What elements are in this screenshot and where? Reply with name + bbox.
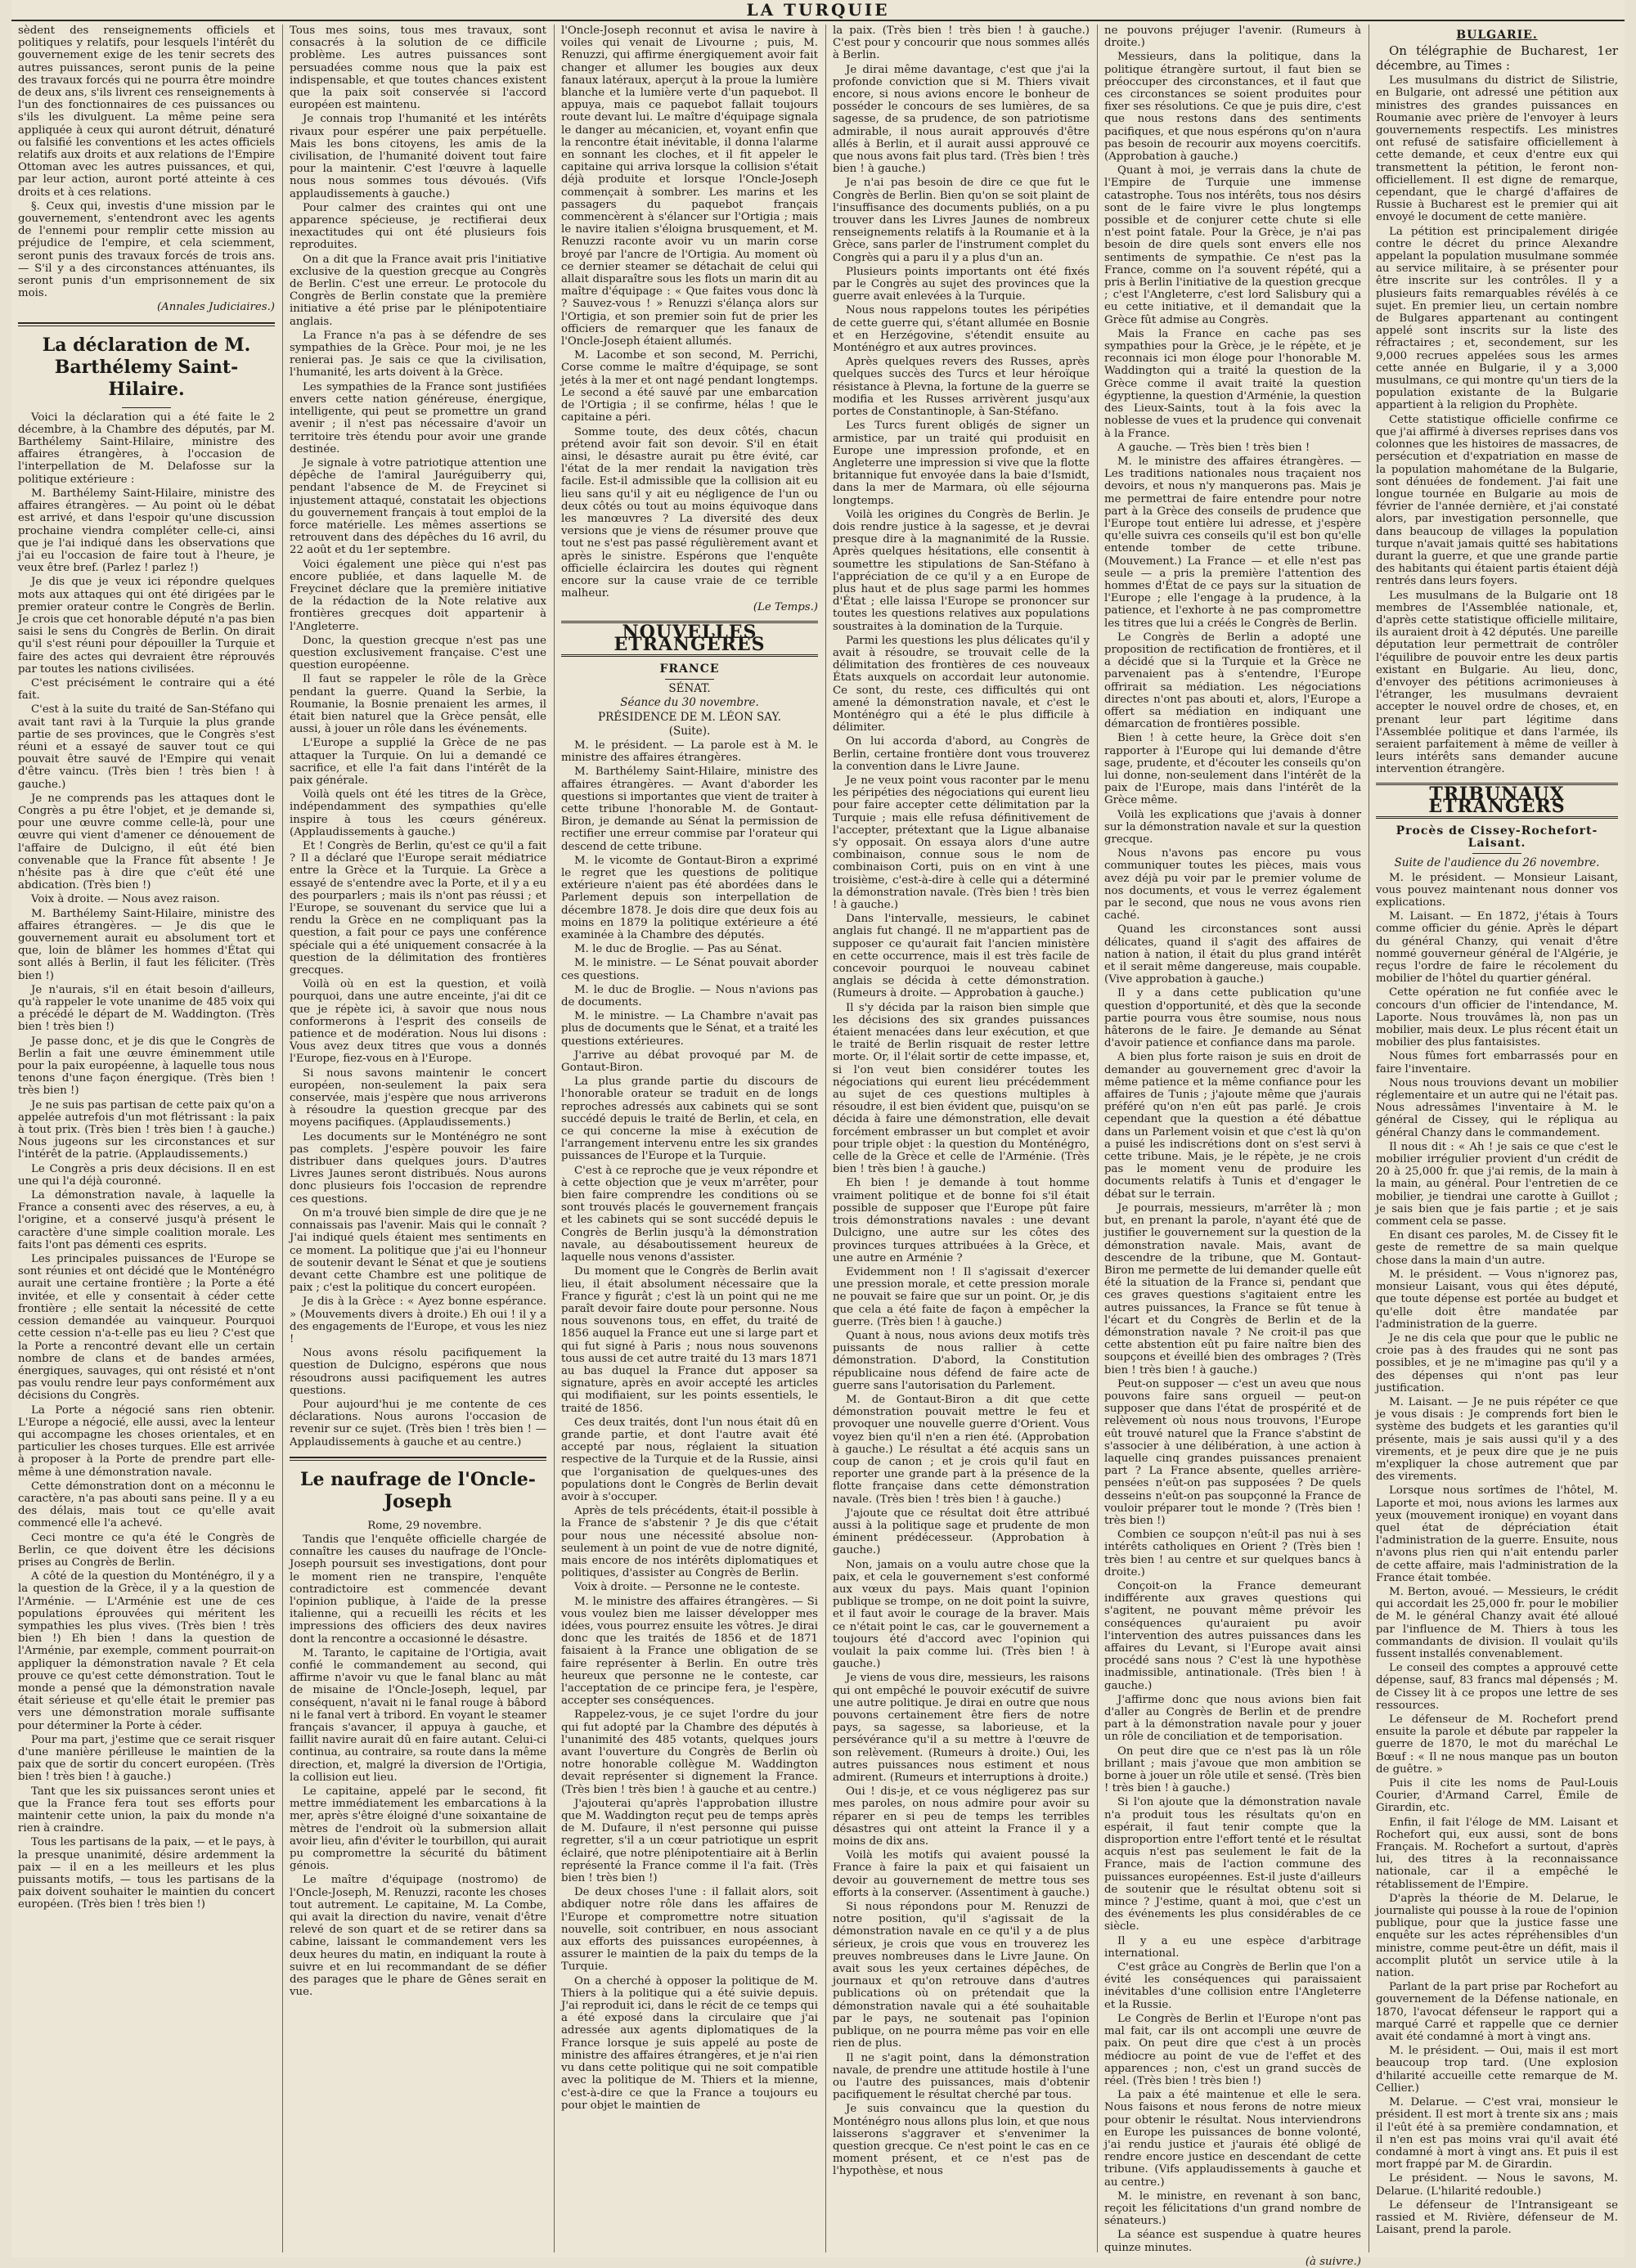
article-paragraph: Il ne s'agit point, dans la démonstration navale, de prendre une attitude hostile à l'une ou l'autre des puissances, mais d'obtenir pacifiquement le résultat cherché par tous. [833,2051,1090,2102]
article-paragraph: Cette opération ne fut confiée avec le concours d'un officier de l'intendance, M. Laporte. Nous trouvâmes là, non pas un mobilier, mais deux. Le plus récent était un mobilier des plus fantaisistes. [1376,986,1618,1049]
article-paragraph: C'est précisément le contraire qui a été fait. [18,676,275,703]
article-paragraph: M. le ministre. — Le Sénat pouvait aborder ces questions. [561,957,818,982]
article-paragraph: M. Barthélemy Saint-Hilaire, ministre des affaires étrangères. — Je dis que le gouvernement aurait eu absolument tort et que, loin de blâmer les hommes d'État qui sont allés à Berlin, il faut les féliciter. (Très bien !) [18,907,275,982]
article-paragraph: Enfin, il fait l'éloge de MM. Laisant et Rochefort qui, eux aussi, sont de bons Français. M. Rochefort a surtout, d'après lui, des titres à la reconnaissance nationale, car il a empêché le rétablissement de l'Empire. [1376,1816,1618,1891]
title-rule [122,407,171,408]
article-paragraph: Je dis que je veux ici répondre quelques mots aux attaques qui ont été dirigées par le premier orateur contre le Congrès de Berlin. Je crois que cet honorable député n'a pas bien saisi le sens du Congrès de Berlin. On dirait qu'il s'est réuni pour dépouiller la Turquie et faire des actes qui devraient être réprouvés par toutes les nations civilisées. [18,576,275,676]
article-paragraph: Cette démonstration dont on a méconnu le caractère, n'a pas abouti sans peine. Il y a eu des délais, mais tout ce qu'elle avait commencé elle l'a achevé. [18,1480,275,1530]
article-paragraph: La France n'a pas à se défendre de ses sympathies de la Grèce. Pour moi, je ne les renierai pas. Je sais ce que la civilisation, l'humanité, les arts doivent à la Grèce. [290,329,546,379]
article-paragraph: l'Oncle-Joseph reconnut et avisa le navire à voiles qui venait de Livourne ; puis, M. Renuzzi, qui affirme énergiquement avoir fait changer et allumer les bougies aux deux fanaux latéraux, aperçut à la proue la lumière blanche et la lumière verte d'un paquebot. Il appuya, mais ce paquebot fallait toujours route devant lui. Le maître d'équipage signala le danger au mécanicien, et, voyant enfin que la rencontre était inévitable, il donna l'alarme en sonnant les cloches, et il fit appeler le capitaine qui arriva lorsque la collision s'était déjà produite et lorsque l'Oncle-Joseph commençait à sombrer. Les marins et les passagers du paquebot français commencèrent à s'élancer sur l'Ortigia ; mais le navire italien s'éloigna brusquement, et M. Renuzzi raconte avoir vu un marin corse broyé par l'ancre de l'Ortigia. Au moment où ce dernier steamer se détachait de celui qui allait disparaître sous les flots un marin dit au maître d'équipage : « Que faites vous donc là ? Sauvez-vous ! » Renuzzi s'élança alors sur l'Ortigia, et son premier soin fut de prier les officiers de remarquer que les fanaux de l'Oncle-Joseph étaient allumés. [561,25,818,348]
article-paragraph: Plusieurs points importants ont été fixés par le Congrès au sujet des provinces que la guerre avait enlevées à la Turquie. [833,265,1090,303]
article-paragraph: Voilà quels ont été les titres de la Grèce, indépendamment des sympathies qu'elle inspire à tous les cœurs généreux. (Applaudissements à gauche.) [290,788,546,838]
article-paragraph: Dans l'intervalle, messieurs, le cabinet anglais fut changé. Il ne m'appartient pas de supposer ce qu'aurait fait l'ancien ministère en cette occurrence, mais il est très facile de concevoir pourquoi le nouveau cabinet anglais se décida à cette démonstration. (Rumeurs à droite. — Approbation à gauche.) [833,913,1090,1000]
article-paragraph: Peut-on supposer — c'est un aveu que nous pouvons faire sans orgueil — peut-on supposer que dans l'état de prospérité et de relèvement où nous nous trouvons, l'Europe eût trouvé naturel que la France s'abstint de s'associer à une délibération, à une action à laquelle cinq grandes puissances prenaient part ? La France absente, quelles arrière-pensées n'eût-on pas supposées ? De quels desseins n'eût-on pas soupçonné la France de vouloir préparer tout le monde ? (Très bien ! très bien !) [1104,1377,1361,1527]
article-paragraph: C'est à ce reproche que je veux répondre et à cette objection que je veux m'arrêter, pour bien faire comprendre les conditions où se sont trouvés placés le gouvernement français et les cabinets qui se sont succédé depuis le Congrès de Berlin jusqu'à la démonstration navale, au désaboutissement heureux de laquelle nous venons d'assister. [561,1164,818,1264]
article-paragraph: J'affirme donc que nous avions bien fait d'aller au Congrès de Berlin et de prendre part à la démonstration navale pour y jouer un rôle de conciliation et de temporisation. [1104,1693,1361,1744]
article-paragraph: M. Lacombe et son second, M. Perrichi, Corse comme le maître d'équipage, se sont jetés à la mer et ont nagé pendant longtemps. Le second a été sauvé par une embarcation de l'Ortigia ; il se confirme, hélas ! que le capitaine a péri. [561,349,818,424]
article-paragraph: Le président. — Nous le savons, M. Delarue. (L'hilarité redouble.) [1376,2172,1618,2198]
article-paragraph: On lui accorda d'abord, au Congrès de Berlin, certaine frontière dont vous trouverez la convention dans le Livre Jaune. [833,735,1090,773]
article-paragraph: Après quelques revers des Russes, après quelques succès des Turcs et leur héroïque résistance à Plevna, la fortune de la guerre se modifia et les Russes arrivèrent jusqu'aux portes de Constantinople, à San-Stéfano. [833,356,1090,419]
article-paragraph: Les documents sur le Monténégro ne sont pas complets. J'espère pouvoir les faire distribuer dans quelques jours. D'autres Livres Jaunes seront distribués. Nous aurons donc plusieurs fois l'occasion de reprendre ces questions. [290,1130,546,1206]
article-paragraph: Quant à nous, nous avions deux motifs très puissants de nous rallier à cette démonstration. D'abord, la Constitution républicaine nous défend de faire acte de guerre sans l'autorisation du Parlement. [833,1329,1090,1392]
column-1 [18,25,275,2252]
article-paragraph: On peut dire que ce n'est pas là un rôle brillant ; mais j'avoue que mon ambition se borne à jouer un rôle utile et sensé. (Très bien ! très bien ! à gauche.) [1104,1745,1361,1795]
article-paragraph: La séance est suspendue à quatre heures quinze minutes. [1104,2229,1361,2254]
article-paragraph: Non, jamais on a voulu autre chose que la paix, et cela le gouvernement s'est conformé aux vœux du pays. Mais quant l'opinion publique se trompe, on ne doit point la suivre, et il faut avoir le courage de la braver. Mais ce n'était point le cas, car le gouvernement a toujours été d'accord avec l'opinion qui voulait la paix comme lui. (Très bien ! à gauche.) [833,1558,1090,1671]
article-source: (Le Temps.) [753,601,818,614]
article-paragraph: De deux choses l'une : il fallait alors, soit abdiquer notre rôle dans les affaires de l'Europe et compromettre notre situation nouvelle, soit contribuer, en nous associant aux efforts des puissances européennes, à assurer le maintien de la paix du temps de la Turquie. [561,1886,818,1974]
article-paragraph: M. le duc de Broglie. — Pas au Sénat. [574,943,782,956]
article-paragraph: Je pourrais, messieurs, m'arrêter là ; mon but, en prenant la parole, n'ayant été que de justifier le gouvernement sur la question de la démonstration navale. Mais, avant de descendre de la tribune, que M. Gontaut-Biron me permette de lui demander quelle eût été la situation de la France si, pendant que ces graves questions s'agitaient entre les autres puissances, la France se fût tenue à l'écart et du Congrès de Berlin et de la démonstration navale ? Ne croit-il pas que cette abstention eût pu faire naître bien des soupçons et éveillé bien des ombrages ? (Très bien ! très bien ! à gauche.) [1104,1201,1361,1377]
column-4 [833,25,1090,2252]
article-paragraph: A côté de la question du Monténégro, il y a la question de la Grèce, il y a la question de l'Arménie. — L'Arménie est une de ces populations éprouvées qui méritent les sympathies les plus vives. (Très bien ! très bien !) Eh bien ! dans la question de l'Arménie, par exemple, comment pourrait-on appliquer la démonstration navale ? Et cela prouve ce qu'est cette démonstration. Tout le monde a pensé que la démonstration navale était sérieuse et qu'elle était le premier pas vers une démonstration morale suffisante pour déterminer la Porte à céder. [18,1570,275,1732]
section-heading-text: BULGARIE. [1456,29,1538,42]
article-paragraph: Si nous répondons pour M. Renuzzi de notre position, qu'il s'agissait de la démonstration navale en ce qu'il y a de plus sérieux, je crois que vous en trouverez les preuves nombreuses dans le Livre Jaune. On avait sous les yeux certaines dépêches, de journaux et qu'on retrouve dans d'autres publications où on prétendait que la démonstration navale qui a été souhaitable par le pays, ne soutenait pas l'opinion publique, on ne pourra même pas voir en elle rien de plus. [833,1901,1090,2050]
article-paragraph: Mais la France en cache pas ses sympathies pour la Grèce, je le répète, et je reconnais ici mon éloge pour l'honorable M. Waddington qui a traité la question de la Grèce comme il avait traité la question égyptienne, la question d'Arménie, la question des Lieux-Saints, tout à la fois avec la noblesse de vues et la prudence qui convenait à la France. [1104,327,1361,440]
heading-rule [1472,853,1521,854]
article-paragraph: M. le ministre, en revenant à son banc, reçoit les félicitations d'un grand nombre de sénateurs.) [1104,2189,1361,2228]
article-paragraph: Les musulmans de la Bulgarie ont 18 membres de l'Assemblée nationale, et, d'après cette statistique officielle militaire, ils auraient droit à 42 députés. Une pareille députation leur permettrait de contrôler l'équilibre de pouvoir entre les deux partis existant en Bulgarie. Au lieu, donc, d'envoyer des pétitions acrimonieuses à l'étranger, les musulmans devraient accepter le nouvel ordre de choses, et, en prenant leur part légitime dans l'Assemblée politique et dans l'armée, ils seraient parfaitement à même de veiller à leurs intérêts sans demander aucune intervention étrangère. [1376,589,1618,776]
article-paragraph: Si l'on ajoute que la démonstration navale n'a produit tous les résultats qu'on en espérait, il faut tenir compte que la disproportion entre l'effort tenté et le résultat acquis n'est pas seulement le fait de la France, mais de l'action commune des puissances européennes. Est-il juste d'ailleurs de soutenir que le résultat obtenu soit si mince ? J'estime, quant à moi, que c'est un des événements les plus considérables de ce siècle. [1104,1796,1361,1933]
column-rule [554,25,555,2252]
columns-area [18,25,1618,2268]
article-source: (à suivre.) [1305,2255,1361,2268]
article-paragraph: M. Laisant. — En 1872, j'étais à Tours comme officier du génie. Après le départ du général Chanzy, qui venait d'être nommé gouverneur général de l'Algérie, je reçus l'ordre de faire le récolement du mobilier de l'hôtel du quartier général. [1376,910,1618,986]
article-paragraph: L'Europe a supplié la Grèce de ne pas attaquer la Turquie. On lui a demandé ce sacrifice, et elle l'a fait dans l'intérêt de la paix générale. [290,737,546,787]
dateline: Rome, 29 novembre. [367,1519,482,1532]
article-paragraph: Les Turcs furent obligés de signer un armistice, par un traité qui produisit en Europe une impression profonde, et en Angleterre une impression si vive que la flotte britannique fut envoyée dans la baie d'Ismidt, dans la mer de Marmara, où elle séjourna longtemps. [833,420,1090,507]
article-paragraph: Il y a dans cette publication qu'une question d'opportunité, et dès que la seconde partie pourra vous être soumise, nous nous hâterons de le faire. Je demande au Sénat d'avoir patience et confiance dans ma parole. [1104,987,1361,1050]
section-heading-box: NOUVELLES ETRANGÈRES [561,621,818,657]
article-paragraph: Voilà les origines du Congrès de Berlin. Je dois rendre justice à la sagesse, et je devrai presque dire à la magnanimité de la Russie. Après quelques hésitations, elle consentit à soumettre les stipulations de San-Stéfano à l'appréciation de ce qu'il y a en Europe de plus haut et de plus sage parmi les hommes d'État ; elle laissa l'Europe se prononcer sur toutes les questions relatives aux populations soustraites à la domination de la Turquie. [833,508,1090,633]
article-paragraph: M. le président. — Oui, mais il est mort beaucoup trop tard. (Une explosion d'hilarité accueille cette remarque de M. Cellier.) [1376,2045,1618,2095]
article-paragraph: Le capitaine, appelé par le second, fit mettre immédiatement les embarcations à la mer, après s'être éloigné d'une soixantaine de mètres de l'endroit où la submersion allait avoir lieu, afin d'éviter le tourbillon, qui aurait pu compromettre la sécurité du bâtiment génois. [290,1785,546,1873]
article-paragraph: Ces deux traités, dont l'un nous était dû en grande partie, et dont l'autre avait été accepté par nous, réglaient la situation respective de la Turquie et de la Russie, ainsi que l'organisation de quelques-unes des populations dont le Congrès de Berlin devait avoir à s'occuper. [561,1416,818,1503]
masthead-title: LA TURQUIE [11,0,1625,21]
column-rule [282,25,283,2252]
article-paragraph: Ceci montre ce qu'a été le Congrès de Berlin, ce que doivent être les décisions prises au Congrès de Berlin. [18,1531,275,1569]
article-paragraph: M. le ministre des affaires étrangères. — Les traditions nationales nous traçaient nos devoirs, et nous n'y manquerons pas. Mais je me permettrai de faire entendre pour notre part à la Grèce des conseils de prudence que l'Europe tout entière lui adresse, et j'espère qu'elle suivra ces conseils qu'il est bon qu'elle entende tomber de cette tribune. (Mouvement.) La France — et elle n'est pas seule — a pris la première l'attention des hommes d'État de ce pays sur la situation de l'Europe ; elle l'engage à la prudence, à la patience, et l'exhorte à ne pas compromettre les titres que lui a créés le Congrès de Berlin. [1104,455,1361,630]
article-paragraph: Je signale à votre patriotique attention une dépêche de l'amiral Jauréguiberry qui, pendant l'absence de M. de Freycinet si injustement attaqué, constatait les objections du gouvernement français à tout emploi de la force matérielle. Les mêmes assertions se retrouvent dans des dépêches du 16 avril, du 22 août et du 1er septembre. [290,456,546,557]
article-paragraph: Quand les circonstances sont aussi délicates, quand il s'agit des affaires de nation à nation, il était du plus grand intérêt et il serait même dangereuse, mais coupable. (Vive approbation à gauche.) [1104,923,1361,986]
heading-rule [665,679,714,680]
article-paragraph: Tous mes soins, tous mes travaux, sont consacrés à la solution de ce difficile problème. Les autres puissances sont persuadées comme nous que la paix est indispensable, et que toutes chances existent que la paix soit conservée si l'accord européen est maintenu. [290,25,546,112]
article-paragraph: La paix a été maintenue et elle le sera. Nous faisons et nous ferons de notre mieux pour obtenir le résultat. Nous interviendrons en Europe les puissances de bonne volonté, j'ai rendu justice et j'aurais été obligé de rendre encore justice en descendant de cette tribune. (Vifs applaudissements à gauche et au centre.) [1104,2089,1361,2189]
column-6 [1376,25,1618,2252]
article-paragraph: ne pouvons préjuger l'avenir. (Rumeurs à droite.) [1104,25,1361,50]
article-paragraph: §. Ceux qui, investis d'une mission par le gouvernement, s'entendront avec les agents de l'ennemi pour remplir cette mission au préjudice de l'empire, et cela sciemment, seront punis des travaux forcés de trois ans. — S'il y a des circonstances atténuantes, ils seront punis d'un emprisonnement de six mois. [18,200,275,300]
article-paragraph: Voix à droite. — Personne ne le conteste. [574,1581,800,1594]
article-paragraph: Je n'ai pas besoin de dire ce que fut le Congrès de Berlin. Bien qu'on se soit plaint de l'insuffisance des documents publiés, on a pu trouver dans les Livres Jaunes de nombreux renseignements relatifs à la Roumanie et à la Grèce, sans parler de l'instrument complet du Congrès qui a paru il y a plus d'un an. [833,177,1090,264]
article-paragraph: Quant à moi, je verrais dans la chute de l'Empire de Turquie une immense catastrophe. Tous nos intérêts, tous nos désirs sont de le faire vivre le plus longtemps possible et de conjurer cette chute si elle n'est point fatale. Pour la Grèce, je n'ai pas besoin de dire quels sont envers elle nos sentiments de sympathie. Ce n'est pas la France, comme on l'a souvent répété, qui a pris à Berlin l'initiative de la question grecque ; c'est l'Angleterre, c'est lord Salisbury qui a eu cette initiative, et il demandait que la Grèce fût admise au Congrès. [1104,164,1361,326]
article-paragraph: Voix à droite. — Nous avez raison. [31,893,220,906]
article-paragraph: A gauche. — Très bien ! très bien ! [1117,441,1310,454]
chamber-heading: SÉNAT. [668,682,711,696]
article-paragraph: Je passe donc, et je dis que le Congrès de Berlin a fait une œuvre éminemment utile pour la paix européenne, à laquelle tous nous tenons d'une façon énergique. (Très bien ! très bien !) [18,1035,275,1098]
article-paragraph: Nous nous rappelons toutes les péripéties de cette guerre qui, s'étant allumée en Bosnie et en Herzégovine, s'étendit ensuite au Monténégro et aux autres provinces. [833,304,1090,355]
article-paragraph: A bien plus forte raison je suis en droit de demander au gouvernement grec d'avoir la même patience et la même confiance pour les affaires de Tunis ; j'ajoute même que j'aurais préféré qu'on n'en eût pas parlé. Je crois cependant que la question a été débattue dans un Parlement voisin et que c'est là qu'on a puisé les indiscrétions dont on s'est servi à cette tribune. Mais, je le répète, je ne crois pas le moment venu de produire les documents relatifs à Tunis et d'engager le débat sur le terrain. [1104,1051,1361,1201]
article-paragraph: Je dirai même davantage, c'est que j'ai la profonde conviction que si M. Thiers vivait encore, si nous avions encore le bonheur de posséder le concours de ses lumières, de sa sagesse, de sa prudence, de son patriotisme admirable, il nous aurait approuvés d'être allés à Berlin, et il aurait aussi approuvé ce que nous avons fait plus tard. (Très bien ! très bien ! à gauche.) [833,63,1090,176]
article-paragraph: M. Laisant. — Je ne puis répéter ce que je vous disais : Je comprends fort bien le système des budgets et les garanties qu'il présente, mais je sais aussi qu'il y a des virements, et je peux dire que je ne puis m'expliquer la chose autrement que par des virements. [1376,1395,1618,1484]
article-paragraph: Parmi les questions les plus délicates qu'il y avait à résoudre, se trouvait celle de la délimitation des frontières de ces nouveaux États auxquels on accordait leur autonomie. Ce sont, du reste, ces difficultés qui ont amené la démonstration navale, et c'est le Monténégro qui a été le plus difficile à délimiter. [833,634,1090,734]
article-paragraph: Je dis à la Grèce : « Ayez bonne espérance. » (Mouvements divers à droite.) Eh oui ! il y a des engagements de l'Europe, et vous les niez ! [290,1296,546,1345]
article-paragraph: Voici également une pièce qui n'est pas encore publiée, et dans laquelle M. de Freycinet déclare que la première initiative de la rédaction de la Note relative aux frontières grecques doit appartenir à l'Angleterre. [290,558,546,633]
article-paragraph: La plus grande partie du discours de l'honorable orateur se traduit en de longs reproches adressés aux cabinets qui se sont succédé depuis le traité de Berlin, et cela, en ce qui concerne la mise à exécution de l'arrangement intervenu entre les six grandes puissances de l'Europe et la Turquie. [561,1076,818,1163]
article-paragraph: Nous avons résolu pacifiquement la question de Dulcigno, espérons que nous résoudrons aussi pacifiquement les autres questions. [290,1347,546,1397]
article-paragraph: M. le ministre des affaires étrangères. — Si vous voulez bien me laisser développer mes idées, vous pourrez ensuite les vôtres. Je dirai donc que les traités de 1856 et de 1871 faisaient à la France une obligation de se faire représenter à Berlin. En outre très heureux que personne ne le conteste, car l'acceptation de ce principe fera, je l'espère, accepter ses conséquences. [561,1595,818,1708]
article-paragraph: M. de Gontaut-Biron a dit que cette démonstration pouvait mettre le feu et provoquer une nouvelle guerre d'Orient. Vous voyez bien qu'il n'en a rien été. (Approbation à gauche.) Le résultat a été acquis sans un coup de canon ; et je crois qu'il faut en reporter une grande part à la présence de la flotte française dans cette démonstration navale. (Très bien ! très bien ! à gauche.) [833,1393,1090,1506]
article-paragraph: Oui ! dis-je, et ce vous négligerez pas sur mes paroles, on nous admire pour avoir su réparer en si peu de temps les terribles désastres qui ont atteint la France il y a moins de dix ans. [833,1785,1090,1848]
article-paragraph: J'ajoute que ce résultat doit être attribué aussi à la politique sage et prudente de mon éminent prédécesseur. (Approbation à gauche.) [833,1507,1090,1557]
article-paragraph: Le défenseur de l'Intransigeant se rassied et M. Rivière, défenseur de M. Laisant, prend la parole. [1376,2198,1618,2237]
article-paragraph: Je viens de vous dire, messieurs, les raisons qui ont empêché le pouvoir exécutif de suivre une autre politique. Je dirai en outre que nous pouvons certainement être fiers de notre pays, sa sagesse, sa laborieuse, et la persévérance qu'il a su mettre à l'œuvre de son relèvement. (Rumeurs à droite.) Oui, les autres puissances nous estiment et nous admirent. (Rumeurs et interruptions à droite.) [833,1672,1090,1785]
article-paragraph: Combien ce soupçon n'eût-il pas nui à ses intérêts catholiques en Orient ? (Très bien ! très bien ! au centre et sur quelques bancs à droite.) [1104,1529,1361,1579]
article-paragraph: Nous nous trouvions devant un mobilier réglementaire et un autre qui ne l'était pas. Nous adressâmes l'inventaire à M. le général de Cissey, qui le répliqua au général Chanzy dans le commandement. [1376,1076,1618,1139]
article-paragraph: Cette statistique officielle confirme ce que j'ai affirmé à diverses reprises dans vos colonnes que les histoires de massacres, de persécution et d'expatriation en masse de la population mahométane de la Bulgarie, sont dénuées de fondement. J'ai fait une longue tournée en Bulgarie au mois de février de l'année dernière, et j'ai constaté alors, par investigation personnelle, que dans beaucoup de villages la population turque n'avait jamais quitté ses habitations durant la guerre, et que une grande partie des habitants qui étaient partis étaient déjà rentrés dans leurs foyers. [1376,413,1618,588]
article-paragraph: Pour calmer des craintes qui ont une apparence spécieuse, je rectifierai deux inexactitudes qui ont été plusieurs fois reproduites. [290,201,546,252]
article-paragraph: Nous n'avons pas encore pu vous communiquer toutes les pièces, mais vous avez déjà pu voir par le premier volume de nos documents, et vous le verrez également par le second, que nous ne vous avons rien caché. [1104,847,1361,923]
article-paragraph: Pour ma part, j'estime que ce serait risquer d'une manière périlleuse le maintien de la paix que de sortir du concert européen. (Très bien ! très bien ! à gauche.) [18,1733,275,1784]
article-paragraph: D'après la théorie de M. Delarue, le journaliste qui pousse à la roue de l'opinion publique, pour que la justice fasse une enquête sur les actes répréhensibles d'un ministre, comme peut-être un défit, mais il accomplit plutôt un service utile à la nation. [1376,1892,1618,1980]
article-paragraph: Pour aujourd'hui je me contente de ces déclarations. Nous aurons l'occasion de revenir sur ce sujet. (Très bien ! très bien ! — Applaudissements à gauche et au centre.) [290,1398,546,1448]
article-paragraph: M. Barthélemy Saint-Hilaire, ministre des affaires étrangères. — Avant d'aborder les questions si importantes que vient de traiter à cette tribune l'honorable M. de Gontaut-Biron, je demande au Sénat la permission de rectifier une erreur commise par l'orateur qui descend de cette tribune. [561,766,818,853]
article-paragraph: M. le président. — Vous n'ignorez pas, monsieur Laisant, vous qui êtes député, que toute dépense est portée au budget et qu'elle doit être mandatée par l'administration de la guerre. [1376,1268,1618,1331]
article-paragraph: On télégraphie de Bucharest, 1er décembre, au Times : [1376,43,1618,74]
article-paragraph: M. Barthélemy Saint-Hilaire, ministre des affaires étrangères. — Au point où le débat est arrivé, et dans l'espoir qu'une discussion prochaine viendra compléter celle-ci, ainsi que je l'ai indiqué dans les observations que j'ai eu l'occasion de faire tout à l'heure, je veux être bref. (Parlez ! parlez !) [18,487,275,575]
article-paragraph: Les musulmans du district de Silistrie, en Bulgarie, ont adressé une pétition aux ministres des grandes puissances en Roumanie avec prière de l'envoyer à leurs gouvernements respectifs. Les ministres ont refusé de satisfaire officiellement à cette demande, et ceux d'entre eux qui transmettent la pétition, le feront non-officiellement. Il est digne de remarque, cependant, que le chargé d'affaires de Russie à Bucharest est le premier qui ait envoyé le document de cette manière. [1376,74,1618,224]
column-rule [825,25,826,2252]
article-paragraph: Parlant de la part prise par Rochefort au gouvernement de la Défense nationale, en 1870, l'avocat défenseur le rapport qui a marqué Carré et rappelle que ce dernier avait été condamné à mort à vingt ans. [1376,1981,1618,2044]
article-paragraph: Voilà les motifs qui avaient poussé la France à faire la paix et qui faisaient un devoir au gouvernement de mettre tous ses efforts à la conserver. (Assentiment à gauche.) [833,1849,1090,1899]
article-paragraph: Le conseil des comptes a approuvé cette dépense, sauf, 83 francs mal dépensés ; M. de Cissey lit à ce propos une lettre de ses ressources. [1376,1662,1618,1712]
article-paragraph: Le Congrès de Berlin et l'Europe n'ont pas mal fait, car ils ont accompli une œuvre de paix. On peut dire que c'est à un procès médiocre au point de vue de l'effet et des apparences ; non, c'est un grand succès de réel. (Très bien ! très bien !) [1104,2012,1361,2087]
article-paragraph: Lorsque nous sortîmes de l'hôtel, M. Laporte et moi, nous avions les larmes aux yeux (mouvement ironique) en voyant dans quel état de dépréciation était l'administration de la guerre. Ensuite, nous n'avons plus rien qui n'ait entendu parler de cette affaire, mais l'administration de la France était tombée. [1376,1484,1618,1584]
continuation-note: (Suite). [668,724,711,738]
article-paragraph: Je ne veux point vous raconter par le menu les péripéties des négociations qui eurent lieu pour faire accepter cette délimitation par la Turquie ; mais elle refusa définitivement de l'accepter, prétextant que la Ligue albanaise s'y opposait. On essaya alors d'une autre combinaison, connue sous le nom de combinaison Corti, puis on en vint à une troisième, c'est-à-dire à celle qui a déterminé la démonstration navale. (Très bien ! très bien ! à gauche.) [833,774,1090,912]
article-paragraph: Je n'aurais, s'il en était besoin d'ailleurs, qu'à rappeler le vote unanime de 485 voix qui a précédé le départ de M. Waddington. (Très bien ! très bien !) [18,983,275,1034]
article-paragraph: C'est à la suite du traité de San-Stéfano qui avait tant ravi à la Turquie la plus grande partie de ses provinces, que le Congrès s'est réuni et a essayé de sauver tout ce qui pouvait être sauvé de l'Empire qui venait d'être vaincu. (Très bien ! très bien ! à gauche.) [18,703,275,791]
article-paragraph: Rappelez-vous, je ce sujet l'ordre du jour qui fut adopté par la Chambre des députés à l'unanimité des 485 votants, quelques jours avant l'ouverture du Congrès de Berlin où notre honorable collègue M. Waddington devait représenter si dignement la France. (Très bien ! très bien ! à gauche et au centre.) [561,1709,818,1796]
article-paragraph: la paix. (Très bien ! très bien ! à gauche.) C'est pour y concourir que nous sommes allés à Berlin. [833,25,1090,62]
article-paragraph: M. Berton, avoué. — Messieurs, le crédit qui accordait les 25,000 fr. pour le mobilier de M. le général Chanzy avait été alloué par l'influence de M. Thiers à tous les commandants de division. Il voulait qu'ils fussent installés convenablement. [1376,1585,1618,1660]
article-paragraph: La démonstration navale, à laquelle la France a consenti avec des réserves, a eu, à l'origine, et a conservé jusqu'à présent le caractère d'une simple coalition morale. Les faits l'ont pas démenti ces esprits. [18,1189,275,1251]
article-paragraph: Nous fûmes fort embarrassés pour en faire l'inventaire. [1376,1050,1618,1076]
article-paragraph: M. le vicomte de Gontaut-Biron a exprimé le regret que les questions de politique extérieure n'aient pas été abordées dans le Parlement depuis son interpellation de décembre 1878. Je dois dire que deux fois au moins en 1879 la politique extérieure a été examinée à la Chambre des députés. [561,854,818,942]
article-paragraph: La Porte a négocié sans rien obtenir. L'Europe a négocié, elle aussi, avec la lenteur qui accompagne les choses orientales, et en particulier les choses turques. Elle est arrivée à proposer à la Porte de prendre part elle-même à une démonstration navale. [18,1403,275,1479]
column-5 [1104,25,1361,2268]
article-paragraph: M. le président. — Monsieur Laisant, vous pouvez maintenant nous donner vos explications. [1376,871,1618,909]
article-paragraph: M. le ministre. — La Chambre n'avait pas plus de documents que le Sénat, et a traité les questions extérieures. [561,1010,818,1048]
article-paragraph: Je suis convaincu que la question du Monténégro nous allons plus loin, et que nous laisserons s'aggraver et s'envenimer la question grecque. Ce n'est point le cas en ce moment présent, et ce n'est pas de l'hypothèse, et nous [833,2103,1090,2178]
article-paragraph: Le défenseur de M. Rochefort prend ensuite la parole et débute par rappeler la guerre de 1870, le mot du maréchal Le Bœuf : « Il ne nous manque pas un bouton de guêtre. » [1376,1713,1618,1776]
article-title: Le naufrage de l'Oncle-Joseph [300,1468,536,1512]
article-paragraph: Du moment que le Congrès de Berlin avait lieu, il était absolument nécessaire que la France y figurât ; c'est là un point qui ne me paraît devoir faire doute pour personne. Nous nous souvenons tous, en effet, du traité de 1856 auquel la France eut une si large part et qui fut signé à Paris ; nous nous souvenons tous aussi de cet autre traité du 13 mars 1871 au bas duquel la France dut apposer sa signature, après en avoir accepté les articles qui modifiaient, sur les points essentiels, le traité de 1856. [561,1265,818,1415]
article-paragraph: Le Congrès a pris deux décisions. Il en est une qui l'a déjà couronné. [18,1162,275,1188]
article-paragraph: Il y a eu une espèce d'arbitrage international. [1104,1934,1361,1960]
article-paragraph: Somme toute, des deux côtés, chacun prétend avoir fait son devoir. S'il en était ainsi, le désastre aurait pu être évité, car l'état de la mer rendait la navigation très facile. Est-il admissible que la collision ait eu lieu sans qu'il y ait eu négligence de l'un ou deux côtés ou tout au moins équivoque dans les manœuvres ? La diversité des deux versions que je viens de résumer prouve que tout ne s'est pas passé régulièrement avant et après le sinistre. Espérons que l'enquête officielle éclaircira les doutes qui règnent encore sur la cause vraie de ce terrible malheur. [561,425,818,600]
article-paragraph: Voilà où en est la question, et voilà pourquoi, dans une autre enceinte, j'ai dit ce que je répète ici, à savoir que nous nous conformerons à l'esprit des conseils de patience et de modération. Nous lui disons : Vous avez deux titres que vous a donnés l'Europe, fiez-vous en à l'Europe. [290,978,546,1066]
article-paragraph: Le Congrès de Berlin a adopté une proposition de rectification de frontières, et il a décidé que si la Turquie et la Grèce ne parvenaient pas à s'entendre, l'Europe offrirait sa médiation. Les négociations directes n'ont pas abouti et, alors, l'Europe a offert sa médiation en indiquant une démarcation de frontières possible. [1104,631,1361,731]
article-paragraph: Eh bien ! je demande à tout homme vraiment politique et de bonne foi s'il était possible de supposer que l'Europe pût faire trois démonstrations navales : une devant Dulcigno, une autre sur les côtes des provinces turques attribuées à la Grèce, et une autre en Arménie ? [833,1177,1090,1264]
article-paragraph: M. le duc de Broglie. — Nous n'avions pas de documents. [561,983,818,1009]
article-paragraph: Les sympathies de la France sont justifiées envers cette nation généreuse, énergique, intelligente, qui peut se promettre un grand avenir ; il n'est pas nécessaire d'avoir un territoire très étendu pour avoir une grande destinée. [290,380,546,456]
article-paragraph: On a cherché à opposer la politique de M. Thiers à la politique qui a été suivie depuis. J'ai reproduit ici, dans le récit de ce temps qui a été exposé dans la circulaire que j'ai adressée aux agents diplomatiques de la France lorsque je suis appelé au poste de ministre des affaires étrangères, et je n'ai rien vu dans cette politique qui ne soit compatible avec la politique de M. Thiers et la mienne, c'est-à-dire ce que la France a toujours eu pour objet le maintien de [561,1974,818,2112]
session-date: Séance du 30 novembre. [620,696,759,710]
article-paragraph: Puis il cite les noms de Paul-Louis Courier, d'Armand Carrel, Émile de Girardin, etc. [1376,1777,1618,1815]
article-paragraph: Si nous savons maintenir le concert européen, non-seulement la paix sera conservée, mais j'espère que nous arriverons à résoudre la question grecque par des moyens pacifiques. (Applaudissements.) [290,1067,546,1130]
article-title: La déclaration de M. Barthélemy Saint-Hilaire. [42,334,251,400]
article-paragraph: Le maître d'équipage (nostromo) de l'Oncle-Joseph, M. Renuzzi, raconte les choses tout autrement. Le capitaine, M. La Combe, qui avait la direction du navire, venait d'être relevé de son quart et de se retirer dans sa cabine, laissant le commandement vers les deux heures du matin, en indiquant la route à suivre et en lui recommandant de se défier des parages que le phare de Gênes serait en vue. [290,1874,546,1999]
article-paragraph: Voici la déclaration qui a été faite le 2 décembre, à la Chambre des députés, par M. Barthélemy Saint-Hilaire, ministre des affaires étrangères, à l'occasion de l'interpellation de M. Delafosse sur la politique extérieure : [18,411,275,486]
column-3 [561,25,818,2252]
article-paragraph: Je ne suis pas partisan de cette paix qu'on a appelée autrefois d'un mot flétrissant : la paix à tout prix. (Très bien ! très bien ! à gauche.) Nous jugeons sur les circonstances et sur l'intérêt de la patrie. (Applaudissements.) [18,1098,275,1161]
article-paragraph: C'est grâce au Congrès de Berlin que l'on a évité les conséquences qui paraissaient inévitables d'une collision entre l'Angleterre et la Russie. [1104,1961,1361,2011]
article-paragraph: sèdent des renseignements officiels et politiques y relatifs, pour lesquels l'intérêt du gouvernement exige de les tenir secrets des autres puissances, seront punis de la peine des travaux forcés qui ne pourra être moindre de deux ans, s'ils livrent ces renseignements à l'un des fonctionnaires de ces puissances ou s'ils les divulguent. La même peine sera appliquée à ceux qui auront détruit, dénaturé ou falsifié les conventions et les actes officiels relatifs aux droits et aux relations de l'Empire Ottoman avec les autres puissances, et qui, par leur action, auront porté atteinte à ces droits et à ces relations. [18,25,275,199]
article-paragraph: Je ne dis cela que pour que le public ne croie pas à des fraudes qui ne sont pas possibles, et je ne m'imagine pas qu'il y a des dépenses qui n'ont pas leur justification. [1376,1332,1618,1394]
column-rule [1097,25,1098,2252]
presidency-line: PRÉSIDENCE DE M. LÉON SAY. [598,710,781,724]
article-paragraph: Tant que les six puissances seront unies et que la France fera tout ses efforts pour maintenir cette union, la paix du monde n'a rien à craindre. [18,1785,275,1835]
article-paragraph: Donc, la question grecque n'est pas une question exclusivement française. C'est une question européenne. [290,634,546,672]
newspaper-page [11,0,1625,2268]
section-heading [1376,29,1618,42]
article-paragraph: Il nous dit : « Ah ! je sais ce que c'est le mobilier irrégulier provient d'un crédit de 20 à 25,000 fr. que j'ai remis, de la main à la main, au général. Pour l'entretien de ce mobilier, je tiendrai une carotte à Guillot ; je sais bien que je fais partie ; et je sais comment cela se passe. [1376,1140,1618,1228]
article-paragraph: Je ne comprends pas les attaques dont le Congrès a pu être l'objet, et je demande si, pour une œuvre comme celle-là, pour une œuvre qui vient d'amener ce dénouement de l'affaire de Dulcigno, il eût été bien convenable que la France fût absente ! Je n'hésite pas à dire que c'eût été une abdication. (Très bien !) [18,792,275,892]
article-paragraph: Il faut se rappeler le rôle de la Grèce pendant la guerre. Quand la Serbie, la Roumanie, la Bosnie prenaient les armes, il était bien naturel que la Grèce pensât, elle aussi, à jouer un rôle dans les événements. [290,673,546,736]
article-paragraph: M. Taranto, le capitaine de l'Ortigia, avait confié le commandement au second, qui affirme n'avoir vu que le fanal blanc au mât de misaine de l'Oncle-Joseph, lequel, par conséquent, n'avait ni le fanal rouge à bâbord ni le fanal vert à tribord. En voyant le steamer français s'avancer, il appuya à gauche, et faillit navire aurait dû en faire autant. Celui-ci continua, au contraire, sa route dans la même direction, et, malgré la diversion de l'Ortigia, la collision eut lieu. [290,1646,546,1784]
article-paragraph: On a dit que la France avait pris l'initiative exclusive de la question grecque au Congrès de Berlin. C'est une erreur. Le protocole du Congrès de Berlin constate que la première initiative a été prise par le plénipotentiaire anglais. [290,253,546,328]
trial-title: Procès de Cissey-Rochefort-Laisant. [1396,824,1598,851]
article-paragraph: M. Delarue. — C'est vrai, monsieur le président. Il est mort à trente six ans ; mais il l'eût été à sa première condamnation, et il n'en est pas moins vrai qu'il avait été condamné à mort à vingt ans. Et puis il est mort frappé par M. de Girardin. [1376,2096,1618,2171]
article-paragraph: On m'a trouvé bien simple de dire que je ne connaissais pas l'avenir. Mais qui le connaît ? J'ai indiqué quels étaient mes sentiments en ce moment. La politique que j'ai eu l'honneur de soutenir devant le Sénat et que je soutiens devant cette Chambre est une politique de paix ; c'est la politique du concert européen. [290,1206,546,1295]
article-paragraph: Messieurs, dans la politique, dans la politique étrangère surtout, il faut bien se préoccuper des circonstances, et il faut que ces circonstances se soient produites pour fixer ses résolutions. Ce que je puis dire, c'est que nous restons dans des sentiments pacifiques, et que nous espérons qu'on n'aura pas besoin de recourir aux moyens coercitifs. (Approbation à gauche.) [1104,51,1361,164]
article-paragraph: Bien ! à cette heure, la Grèce doit s'en rapporter à l'Europe qui lui demande d'être sage, prudente, et d'écouter les conseils qu'on lui donne, non-seulement dans l'intérêt de la paix de l'Europe, mais dans l'intérêt de la Grèce même. [1104,732,1361,807]
article-paragraph: M. le président. — La parole est à M. le ministre des affaires étrangères. [561,739,818,765]
article-paragraph: Et ! Congrès de Berlin, qu'est ce qu'il a fait ? Il a déclaré que l'Europe serait médiatrice entre la Grèce et la Turquie. La Grèce a essayé de s'entendre avec la Porte, et il y a eu des pourparlers ; mais ils n'ont pas réussi ; et l'Europe, se souvenant du service que lui a rendu la Grèce en ne compliquant pas la question, a fait pour ce pays une conférence spéciale qui a été uniquement consacrée à la question de la délimitation des frontières grecques. [290,840,546,977]
article-paragraph: J'arrive au débat provoqué par M. de Gontaut-Biron. [561,1049,818,1075]
article-paragraph: Il s'y décida par la raison bien simple que les décisions des six grandes puissances étaient menacées dans leur exécution, et que le traité de Berlin risquait de rester lettre morte. Or, il l'élait sortir de cette impasse, et, si l'on veut bien considérer toutes les négociations qui eurent lieu précédemment au sujet de ces questions multiples à résoudre, il est bien évident que, puisqu'on se décida à faire une démonstration, elle devait forcément embrasser un but complet et avoir pour triple objet : la question du Monténégro, celle de la Grèce et celle de l'Arménie. (Très bien ! très bien ! à gauche.) [833,1001,1090,1176]
article-paragraph: Evidemment non ! Il s'agissait d'exercer une pression morale, et cette pression morale ne pouvait se faire que sur un point. Or, je dis que cela a été faite de façon à empêcher la guerre. (Très bien ! à gauche.) [833,1265,1090,1328]
article-paragraph: J'ajouterai qu'après l'approbation illustre que M. Waddington reçut peu de temps après de M. Dufaure, il n'est personne qui puisse regretter, s'il a un cœur patriotique un esprit éclairé, que notre plénipotentiaire ait à Berlin représenté la France comme il l'a fait. (Très bien ! très bien !) [561,1797,818,1885]
article-paragraph: Les principales puissances de l'Europe se sont réunies et ont décidé que le Monténégro aurait une certaine frontière ; la Porte a été invitée, et elle y consentait à céder cette frontière ; elle sentait la nécessité de cette cession demandée au vainqueur. Pourquoi cette cession n'a-t-elle pas eu lieu ? C'est que la Porte a rencontré devant elle un certain nombre de clans et de bandes armées, énergiques, sauvages, qui ont résisté et n'ont pas voulu rendre leur pays conformément aux décisions du Congrès. [18,1253,275,1403]
article-paragraph: Tous les partisans de la paix, — et le pays, à la presque unanimité, désire ardemment la paix — il en a les meilleurs et les plus puissants motifs, — tous les partisans de la paix doivent souhaiter le maintien du concert européen. (Très bien ! très bien !) [18,1836,275,1911]
country-heading: FRANCE [659,662,720,676]
section-heading-box: TRIBUNAUX ETRANGERS [1376,783,1618,819]
article-paragraph: Conçoit-on la France demeurant indifférente aux graves questions qui s'agitent, ne pouvant même prévoir les conséquences qu'auraient pu avoir l'intervention des autres puissances dans les affaires du Levant, si l'Europe avait ainsi procédé sans nous ? C'est là une hypothèse inadmissible, antinationale. (Très bien ! à gauche.) [1104,1579,1361,1692]
article-paragraph: Voilà les explications que j'avais à donner sur la démonstration navale et sur la question grecque. [1104,808,1361,846]
column-2 [290,25,546,2252]
section-divider [290,1457,546,1461]
article-paragraph: La pétition est principalement dirigée contre le décret du prince Alexandre appelant la population musulmane sommée au service militaire, à se présenter pour être inscrite sur les contrôles. Il y a plusieurs faits remarquables révélés à ce sujet. En premier lieu, un certain nombre de Bulgares appartenant au contingent appelé sont inscrits sur la liste des réfractaires ; et, secondement, sur les 9,000 recrues appelées sous les armes cette année en Bulgarie, il y a 3,000 musulmans, ce qui montre qu'un tiers de la population existante de la Bulgarie appartient à la religion du Prophète. [1376,225,1618,412]
continuation-note: Suite de l'audience du 26 novembre. [1394,856,1600,870]
article-paragraph: Tandis que l'enquête officielle chargée de connaître les causes du naufrage de l'Oncle-Joseph poursuit ses investigations, dont pour le moment rien ne transpire, l'enquête contradictoire est commencée devant l'opinion publique, à l'aide de la presse italienne, qui a recueilli les récits et les impressions des officiers des deux navires dont la rencontre a occasionné le désastre. [290,1533,546,1646]
article-paragraph: Je connais trop l'humanité et les intérêts rivaux pour espérer une paix perpétuelle. Mais les bons citoyens, les amis de la civilisation, de l'humanité doivent tout faire pour la maintenir. C'est l'œuvre à laquelle nous nous sommes tous dévoués. (Vifs applaudissements à gauche.) [290,113,546,200]
article-source: (Annales Judiciaires.) [156,301,275,314]
section-divider [18,322,275,326]
article-paragraph: Après de tels précédents, était-il possible à la France de s'abstenir ? Je dis que c'était pour nous une nécessité absolue non-seulement à un point de vue de notre dignité, mais encore de nos intérêts diplomatiques et politiques, d'assister au Congrès de Berlin. [561,1505,818,1580]
article-paragraph: En disant ces paroles, M. de Cissey fit le geste de remettre de sa main quelque chose dans la main d'un autre. [1376,1229,1618,1267]
